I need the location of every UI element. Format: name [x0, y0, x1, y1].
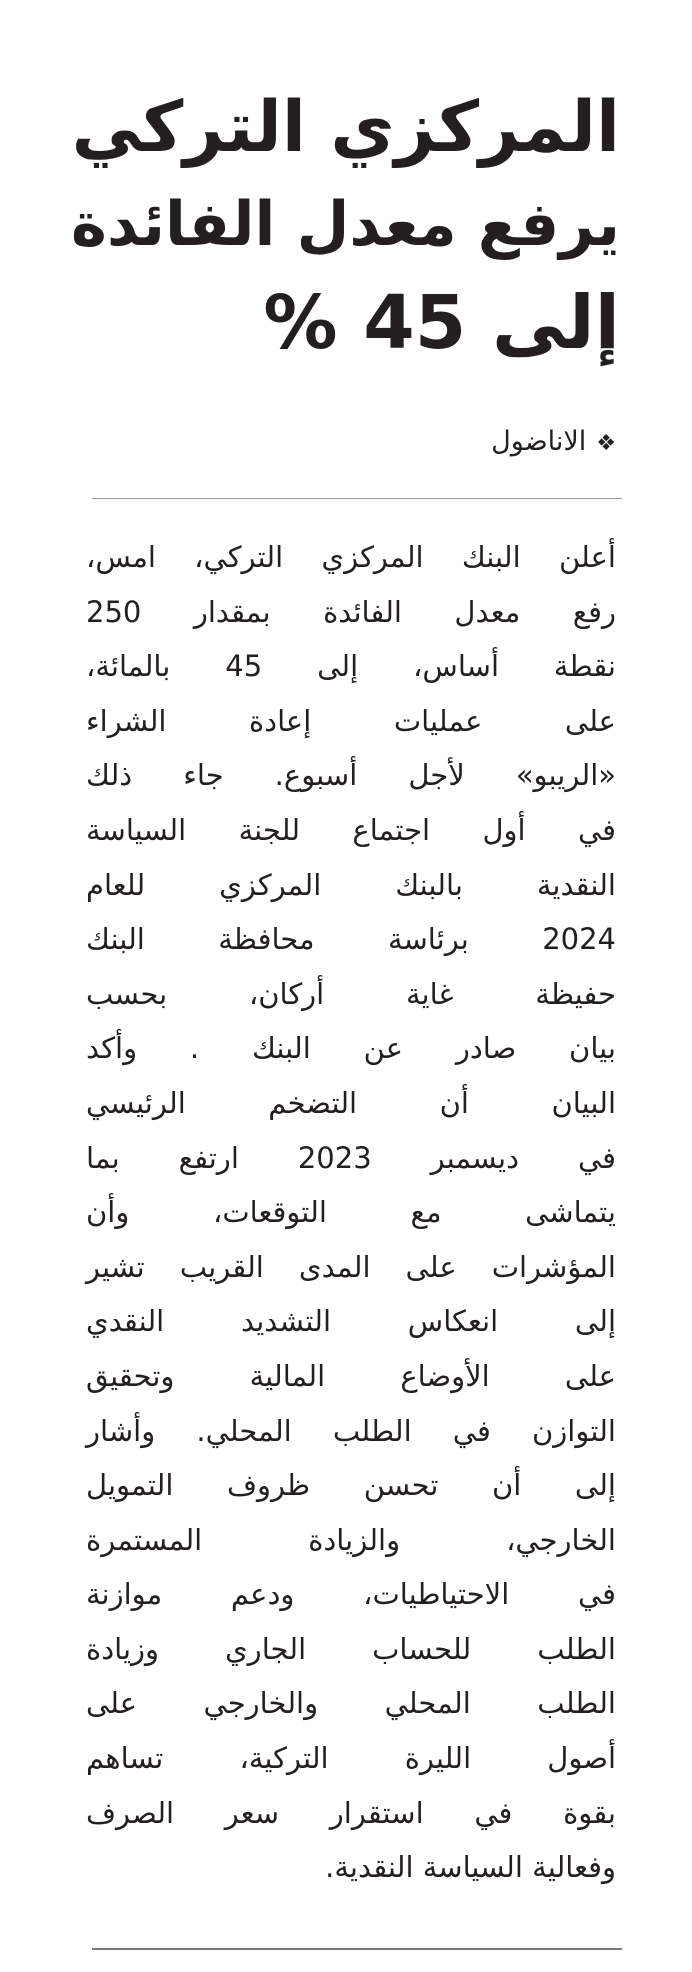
- body-line: بقوة في استقرار سعر الصرف: [86, 1795, 616, 1830]
- body-line: يتماشى مع التوقعات، وأن: [86, 1195, 616, 1230]
- body-line: 2024 برئاسة محافظة البنك: [86, 922, 616, 957]
- body-line: وفعالية السياسة النقدية.: [325, 1850, 616, 1885]
- body-line: إلى أن تحسن ظروف التمويل: [86, 1468, 616, 1503]
- article-headline: [60, 78, 620, 372]
- body-line: الطلب للحساب الجاري وزيادة: [86, 1631, 616, 1666]
- body-line: في الاحتياطيات، ودعم موازنة: [86, 1577, 616, 1612]
- body-line: الطلب المحلي والخارجي على: [86, 1686, 616, 1721]
- bottom-divider: [92, 1948, 622, 1950]
- body-line: إلى انعكاس التشديد النقدي: [86, 1304, 616, 1339]
- body-line: النقدية بالبنك المركزي للعام: [86, 867, 616, 902]
- body-line: رفع معدل الفائدة بمقدار 250: [86, 594, 616, 629]
- body-line: البيان أن التضخم الرئيسي: [86, 1085, 616, 1120]
- body-line: في ديسمبر 2023 ارتفع بما: [86, 1140, 616, 1175]
- body-line: «الريبو» لأجل أسبوع. جاء ذلك: [86, 758, 616, 793]
- article-source: [491, 424, 616, 462]
- body-line: التوازن في الطلب المحلي. وأشار: [86, 1413, 616, 1448]
- diamond-bullet-icon: ❖: [596, 431, 616, 456]
- article-body: [86, 530, 616, 1895]
- top-divider: [92, 498, 622, 499]
- headline-line: المركزي التركي: [71, 86, 620, 168]
- body-line: الخارجي، والزيادة المستمرة: [86, 1522, 616, 1557]
- body-line: نقطة أساس، إلى 45 بالمائة،: [86, 649, 617, 684]
- source-label: الاناضول: [491, 426, 587, 457]
- body-line: على عمليات إعادة الشراء: [86, 703, 616, 738]
- headline-line: إلى 45 %: [263, 280, 620, 366]
- body-line: المؤشرات على المدى القريب تشير: [86, 1249, 616, 1284]
- body-line: على الأوضاع المالية وتحقيق: [86, 1358, 616, 1393]
- body-line: في أول اجتماع للجنة السياسة: [86, 812, 616, 847]
- body-line: أصول الليرة التركية، تساهم: [86, 1741, 616, 1776]
- body-line: بيان صادر عن البنك . وأكد: [86, 1031, 616, 1066]
- headline-line: يرفع معدل الفائدة: [71, 189, 620, 260]
- body-line: أعلن البنك المركزي التركي، امس،: [86, 540, 616, 574]
- body-line: حفيظة غاية أركان، بحسب: [86, 976, 616, 1011]
